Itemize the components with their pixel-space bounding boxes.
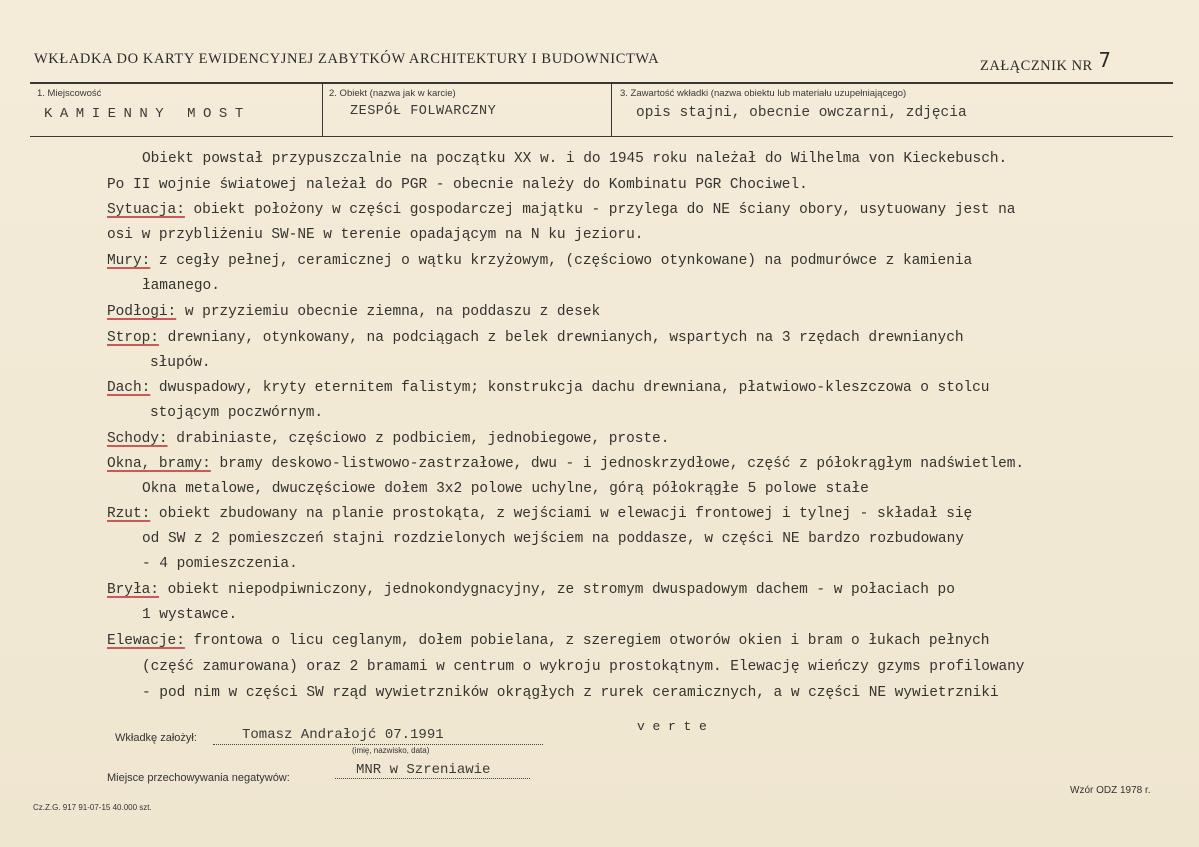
storage-dotline [335, 778, 530, 779]
body-line-2: Po II wojnie światowej należał do PGR - obecnie należy do Kombinatu PGR Chociwel. [107, 177, 808, 193]
body-line-3: Sytuacja: obiekt położony w części gospodarczej majątku - przylega do NE ściany obory, usytuowany jest na [107, 202, 1016, 218]
header-top-rule [30, 82, 1173, 84]
field-divider-1 [322, 83, 323, 137]
section-key-elevations: Elewacje: [107, 633, 185, 649]
body-line-13: Okna, bramy: bramy deskowo-listwowo-zastrzałowe, dwu - i jednoskrzydłowe, część z półokrągłym nadświetlem. [107, 456, 1025, 472]
author-hint: (imię, nazwisko, data) [352, 746, 430, 755]
body-line-16: od SW z 2 pomieszczeń stajni rozdzielonych wejściem na poddasze, w części NE bardzo rozbudowany [142, 531, 964, 547]
body-line-4: osi w przybliżeniu SW-NE w terenie opadającym na N ku jezioru. [107, 227, 644, 243]
field-divider-2 [611, 83, 612, 137]
section-key-plan: Rzut: [107, 506, 151, 522]
section-key-roof: Dach: [107, 380, 151, 396]
print-info: Cz.Z.G. 917 91-07-15 40.000 szt. [33, 803, 152, 812]
locality-value: KAMIENNY MOST [44, 106, 251, 122]
object-value: ZESPÓŁ FOLWARCZNY [350, 104, 497, 119]
body-line-6: łamanego. [142, 278, 220, 294]
body-line-21: (część zamurowana) oraz 2 bramami w centrum o wykroju prostokątnym. Elewację wieńczy gzyms profilowany [142, 659, 1025, 675]
body-line-10: Dach: dwuspadowy, kryty eternitem falistym; konstrukcja dachu drewniana, płatwiowo-kleszczowa o stolcu [107, 380, 990, 396]
section-key-walls: Mury: [107, 253, 151, 269]
body-line-1: Obiekt powstał przypuszczalnie na początku XX w. i do 1945 roku należał do Wilhelma von Kieckebusch. [142, 151, 1008, 167]
author-label: Wkładkę założył: [115, 732, 197, 744]
body-line-20: Elewacje: frontowa o licu ceglanym, dołem pobielana, z szeregiem otworów okien i bram o łukach pełnych [107, 633, 990, 649]
body-line-18: Bryła: obiekt niepodpiwniczony, jednokondygnacyjny, ze stromym dwuspadowym dachem - w połaciach po [107, 582, 955, 598]
content-value: opis stajni, obecnie owczarni, zdjęcia [636, 105, 967, 121]
section-key-floors: Podłogi: [107, 304, 177, 320]
body-line-5: Mury: z cegły pełnej, ceramicznej o wątku krzyżowym, (częściowo otynkowane) na podmurówce z kamienia [107, 253, 973, 269]
author-value: Tomasz Andrałojć 07.1991 [242, 727, 444, 743]
body-line-9: słupów. [150, 355, 211, 371]
section-key-situation: Sytuacja: [107, 202, 185, 218]
body-line-22: - pod nim w części SW rząd wywietrzników okrągłych z rurek ceramicznych, a w części NE wywietrzniki [142, 685, 999, 701]
content-label: 3. Zawartość wkładki (nazwa obiektu lub materiału uzupełniającego) [620, 88, 907, 99]
author-dotline [213, 744, 543, 745]
card-title: WKŁADKA DO KARTY EWIDENCYJNEJ ZABYTKÓW ARCHITEKTURY I BUDOWNICTWA [34, 51, 660, 67]
attachment-number-value: 7 [1098, 48, 1112, 72]
body-line-17: - 4 pomieszczenia. [142, 556, 298, 572]
section-key-stairs: Schody: [107, 431, 168, 447]
body-line-8: Strop: drewniany, otynkowany, na podciągach z belek drewnianych, wspartych na 3 rzędach drewnianych [107, 330, 964, 346]
section-key-ceiling: Strop: [107, 330, 159, 346]
attachment-label: ZAŁĄCZNIK NR [980, 58, 1093, 74]
verte-note: v e r t e [637, 719, 707, 734]
body-line-12: Schody: drabiniaste, częściowo z podbiciem, jednobiegowe, proste. [107, 431, 670, 447]
body-line-19: 1 wystawce. [142, 607, 238, 623]
locality-label: 1. Miejscowość [37, 88, 102, 99]
attachment-number [980, 48, 1112, 75]
section-key-windows: Okna, bramy: [107, 456, 211, 472]
storage-label: Miejsce przechowywania negatywów: [107, 772, 290, 784]
body-line-7: Podłogi: w przyziemiu obecnie ziemna, na poddaszu z desek [107, 304, 601, 320]
body-line-14: Okna metalowe, dwuczęściowe dołem 3x2 polowe uchylne, górą półokrągłe 5 polowe stałe [142, 481, 869, 497]
object-label: 2. Obiekt (nazwa jak w karcie) [329, 88, 456, 99]
storage-value: MNR w Szreniawie [356, 762, 491, 778]
template-info: Wzór ODZ 1978 r. [1070, 785, 1151, 796]
body-line-11: stojącym poczwórnym. [150, 405, 324, 421]
header-bottom-rule [30, 136, 1173, 137]
body-line-15: Rzut: obiekt zbudowany na planie prostokąta, z wejściami w elewacji frontowej i tylnej - składał się [107, 506, 973, 522]
section-key-massing: Bryła: [107, 582, 159, 598]
